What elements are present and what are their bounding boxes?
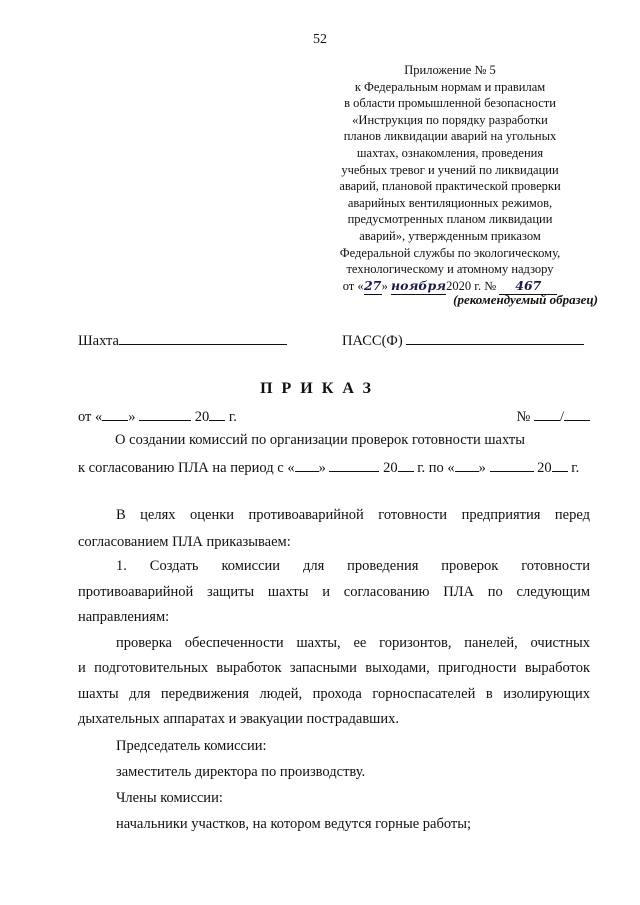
period-from-year-blank: [398, 459, 414, 472]
appendix-line: планов ликвидации аварий на угольных: [343, 129, 557, 144]
members-value: начальники участков, на котором ведутся горные работы;: [116, 816, 472, 832]
mine-blank-line: [119, 330, 287, 345]
paragraph-line: шахты для передвижения людей, прохода горноспасателей в изолирующих: [78, 686, 590, 702]
date-prefix: от «: [342, 278, 364, 293]
handwritten-day: 27: [364, 278, 382, 296]
appendix-line: шахтах, ознакомления, проведения: [356, 145, 544, 160]
appendix-line: к Федеральным нормам и правилам: [354, 79, 546, 94]
appendix-line: технологическому и атомному надзору: [346, 262, 554, 277]
mine-field: [78, 330, 287, 350]
order-month-blank: [139, 408, 191, 421]
subject-text: »: [478, 460, 486, 476]
paragraph-line: проверка обеспеченности шахты, ее горизонтов, панелей, очистных: [116, 635, 590, 651]
order-number-sep: /: [559, 409, 564, 425]
subject-text: к согласованию ПЛА на период с «: [78, 460, 295, 476]
appendix-line: предусмотренных планом ликвидации: [347, 212, 553, 227]
order-year: 20: [194, 409, 210, 425]
appendix-line: учебных тревог и учений по ликвидации: [341, 162, 559, 177]
document-title: ПРИКАЗ: [260, 380, 380, 397]
sample-note: (рекомендуемый образец): [453, 292, 598, 307]
order-year-suffix: г.: [228, 409, 237, 425]
appendix-line: в области промышленной безопасности: [344, 96, 556, 111]
paragraph-line: В целях оценки противоаварийной готовности предприятия перед: [116, 507, 590, 523]
subject-line-2: [78, 459, 579, 477]
order-number: [517, 408, 591, 426]
members-label: Члены комиссии:: [116, 790, 223, 806]
subject-text: г.: [571, 460, 580, 476]
paragraph-line: дыхательных аппаратах и эвакуации пострадавших.: [78, 711, 399, 727]
subject-text: г. по «: [417, 460, 455, 476]
period-to-month-blank: [490, 459, 534, 472]
period-to-day-blank: [455, 459, 479, 472]
date-year: 2020 г. №: [446, 278, 497, 293]
order-date-prefix: от «: [78, 409, 103, 425]
handwritten-number: 467: [499, 278, 557, 296]
subject-text: 20: [537, 460, 552, 476]
order-number-blank-b: [564, 408, 590, 421]
handwritten-month: ноября: [391, 278, 446, 296]
period-to-year-blank: [552, 459, 568, 472]
pass-label: ПАСС(Ф): [342, 333, 403, 349]
appendix-line: «Инструкция по порядку разработки: [352, 112, 548, 127]
period-from-month-blank: [329, 459, 379, 472]
page-number: 52: [313, 32, 327, 47]
appendix-line: аварийных вентиляционных режимов,: [347, 195, 553, 210]
mine-label: Шахта: [78, 333, 119, 349]
pass-blank-line: [406, 330, 584, 345]
date-mid: »: [381, 278, 388, 293]
appendix-line: Федеральной службы по экологическому,: [339, 245, 561, 260]
appendix-block: [300, 62, 600, 295]
paragraph-line: 1. Создать комиссии для проведения проверок готовности: [116, 558, 590, 574]
chair-label: Председатель комиссии:: [116, 738, 267, 754]
paragraph-line: и подготовительных выработок запасными выходами, пригодности выработок: [78, 660, 590, 676]
appendix-line: аварий, плановой практической проверки: [339, 179, 561, 194]
period-from-day-blank: [295, 459, 319, 472]
appendix-line: Приложение № 5: [404, 63, 496, 77]
order-year-blank: [209, 408, 225, 421]
paragraph-line: согласованием ПЛА приказываем:: [78, 534, 291, 550]
chair-value: заместитель директора по производству.: [116, 764, 366, 780]
paragraph-line: направлениям:: [78, 609, 170, 625]
pass-field: [342, 330, 584, 350]
order-date-mid: »: [128, 409, 136, 425]
order-number-label: №: [516, 409, 531, 425]
appendix-line: аварий», утвержденным приказом: [359, 228, 541, 243]
subject-text: »: [318, 460, 326, 476]
order-day-blank: [102, 408, 128, 421]
subject-text: 20: [383, 460, 398, 476]
subject-line-1: О создании комиссий по организации проверок готовности шахты: [115, 432, 525, 448]
order-number-blank-a: [534, 408, 560, 421]
order-date: [78, 408, 237, 426]
paragraph-line: противоаварийной защиты шахты и согласованию ПЛА по следующим: [78, 584, 590, 600]
